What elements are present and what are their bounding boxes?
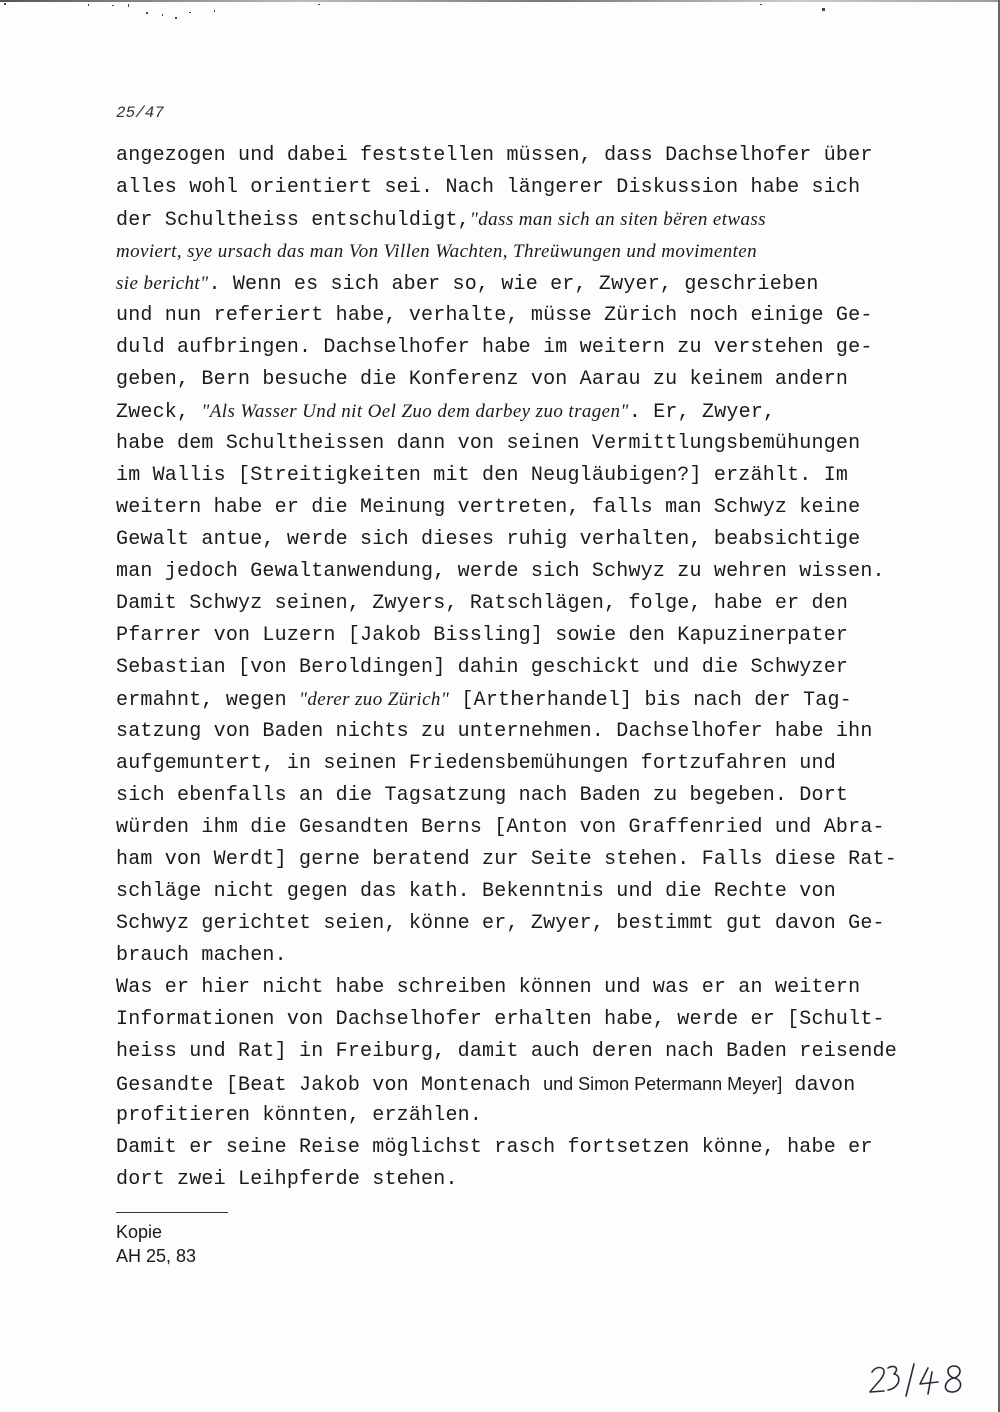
text-segment: und Simon Petermann Meyer] [543, 1074, 783, 1094]
quoted-source-text: "dass man sich an siten bëren etwass [469, 209, 766, 230]
text-segment: Informationen von Dachselhofer erhalten habe, werde er [Schult- [116, 1008, 885, 1031]
text-line [116, 1100, 896, 1132]
footnote-rule [116, 1212, 228, 1213]
text-segment: brauch machen. [116, 944, 287, 967]
text-line [116, 620, 896, 652]
text-segment: . Wenn es sich aber so, wie er, Zwyer, geschrieben [208, 273, 819, 296]
text-line [116, 876, 896, 908]
quoted-source-text: "derer zuo Zürich" [299, 689, 450, 710]
text-line [116, 556, 896, 588]
text-line [116, 844, 896, 876]
page-number: 25/47 [116, 104, 165, 122]
footnote-line-source: AH 25, 83 [116, 1246, 197, 1266]
text-segment: im Wallis [Streitigkeiten mit den Neugläubigen?] erzählt. Im [116, 464, 849, 487]
text-segment: Damit Schwyz seinen, Zwyers, Ratschlägen, folge, habe er den [116, 592, 849, 615]
text-line [116, 332, 896, 364]
text-line [116, 972, 896, 1004]
text-line [116, 364, 896, 396]
text-segment: Zweck, [116, 401, 202, 424]
text-segment: ermahnt, wegen [116, 689, 300, 712]
text-segment: Gesandte [Beat Jakob von Montenach [116, 1074, 544, 1097]
text-line [116, 1132, 896, 1164]
text-segment: Was er hier nicht habe schreiben können und was er an weitern [116, 976, 861, 999]
text-segment: [Artherhandel] bis nach der Tag- [449, 689, 852, 712]
footnote [116, 1220, 196, 1268]
quoted-source-text: "Als Wasser Und nit Oel Zuo dem darbey zuo tragen" [201, 401, 629, 422]
text-segment: Pfarrer von Luzern [Jakob Bissling] sowie den Kapuzinerpater [116, 624, 849, 647]
text-segment: dort zwei Leihpferde stehen. [116, 1168, 458, 1191]
text-line [116, 172, 896, 204]
text-segment: habe dem Schultheissen dann von seinen Vermittlungsbemühungen [116, 432, 861, 455]
text-line [116, 1004, 896, 1036]
text-line [116, 588, 896, 620]
text-line [116, 428, 896, 460]
text-segment: sich ebenfalls an die Tagsatzung nach Baden zu begeben. Dort [116, 784, 849, 807]
text-line [116, 204, 896, 236]
text-line [116, 268, 896, 300]
text-segment: weitern habe er die Meinung vertreten, falls man Schwyz keine [116, 496, 861, 519]
text-line [116, 524, 896, 556]
quoted-source-text: moviert, sye ursach das man Von Villen Wachten, Threüwungen und movimenten [116, 241, 758, 262]
text-line [116, 908, 896, 940]
text-segment: schläge nicht gegen das kath. Bekenntnis und die Rechte von [116, 880, 836, 903]
text-segment: würden ihm die Gesandten Berns [Anton von Graffenried und Abra- [116, 816, 885, 839]
text-line [116, 716, 896, 748]
text-segment: geben, Bern besuche die Konferenz von Aarau zu keinem andern [116, 368, 849, 391]
text-segment: Schwyz gerichtet seien, könne er, Zwyer, bestimmt gut davon Ge- [116, 912, 885, 935]
text-line [116, 940, 896, 972]
text-segment: alles wohl orientiert sei. Nach längerer Diskussion habe sich [116, 176, 861, 199]
text-segment: davon [782, 1074, 856, 1097]
text-segment: und nun referiert habe, verhalte, müsse Zürich noch einige Ge- [116, 304, 873, 327]
footnote-line-copy: Kopie [116, 1222, 163, 1242]
text-segment: heiss und Rat] in Freiburg, damit auch deren nach Baden reisende [116, 1040, 897, 1063]
text-segment: Sebastian [von Beroldingen] dahin geschickt und die Schwyzer [116, 656, 849, 679]
text-line [116, 780, 896, 812]
text-line [116, 396, 896, 428]
scan-specks [0, 0, 1000, 24]
text-line [116, 236, 896, 268]
text-line [116, 300, 896, 332]
text-segment: . Er, Zwyer, [628, 401, 776, 424]
text-line [116, 1036, 896, 1068]
text-line [116, 812, 896, 844]
text-line [116, 140, 896, 172]
text-segment: Gewalt antue, werde sich dieses ruhig verhalten, beabsichtige [116, 528, 861, 551]
text-segment: Damit er seine Reise möglichst rasch fortsetzen könne, habe er [116, 1136, 873, 1159]
text-line [116, 1164, 896, 1196]
text-segment: profitieren könnten, erzählen. [116, 1104, 483, 1127]
text-segment: ham von Werdt] gerne beratend zur Seite stehen. Falls diese Rat- [116, 848, 897, 871]
text-segment: man jedoch Gewaltanwendung, werde sich Schwyz zu wehren wissen. [116, 560, 885, 583]
body-text [116, 140, 896, 1196]
text-line [116, 460, 896, 492]
text-segment: satzung von Baden nichts zu unternehmen. Dachselhofer habe ihn [116, 720, 873, 743]
text-line [116, 652, 896, 684]
text-segment: aufgemuntert, in seinen Friedensbemühungen fortzufahren und [116, 752, 836, 775]
text-segment: duld aufbringen. Dachselhofer habe im weitern zu verstehen ge- [116, 336, 873, 359]
text-line [116, 748, 896, 780]
text-line [116, 492, 896, 524]
text-line [116, 684, 896, 716]
text-segment: angezogen und dabei feststellen müssen, dass Dachselhofer über [116, 144, 873, 167]
text-segment: der Schultheiss entschuldigt, [116, 209, 470, 232]
handwritten-page-stamp [866, 1358, 976, 1398]
quoted-source-text: sie bericht" [116, 273, 209, 294]
text-line [116, 1068, 896, 1100]
